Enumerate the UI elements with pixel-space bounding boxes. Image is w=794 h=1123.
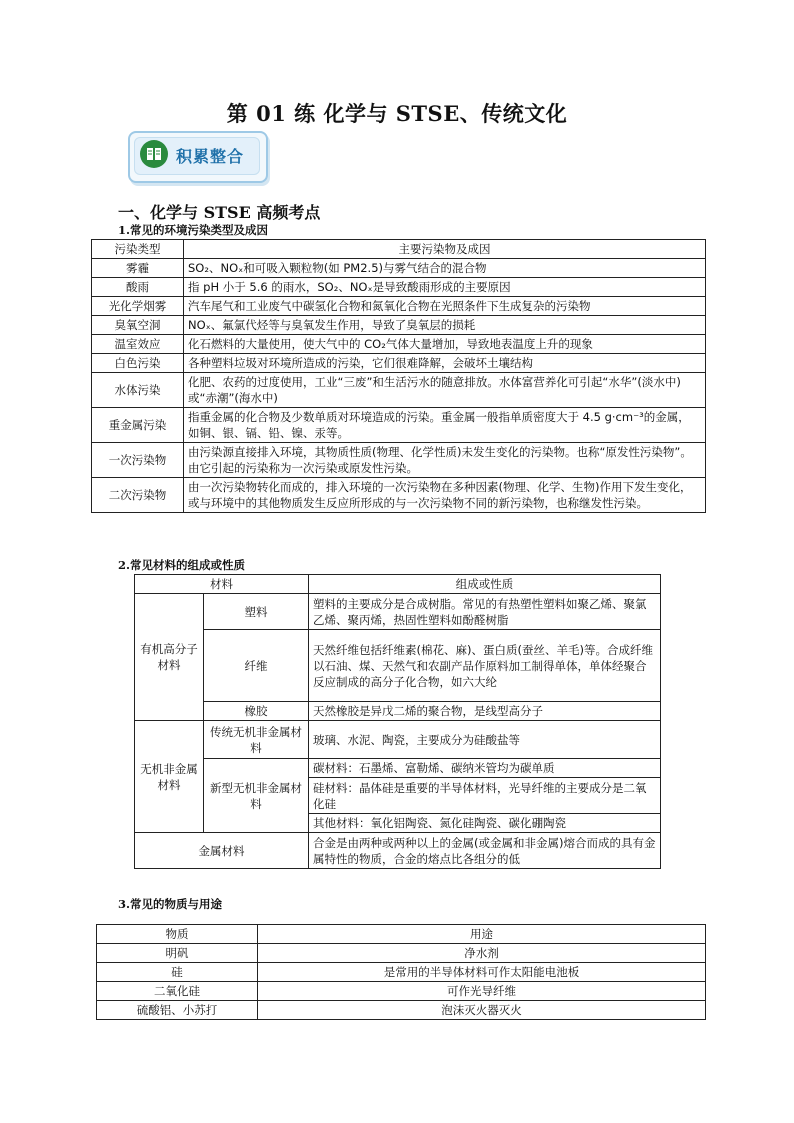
uses-table <box>96 924 706 1020</box>
table-row <box>92 408 706 443</box>
category-cell: 金属材料 <box>135 833 309 869</box>
pollution-cause: 由一次污染物转化而成的，排入环境的一次污染物在多种因素(物理、化学、生物)作用下发生变化，或与环境中的其他物质发生反应所形成的与一次污染物不同的新污染物，也称继发性污染。 <box>184 478 706 513</box>
pollution-type: 臭氧空洞 <box>92 316 184 335</box>
table-row <box>92 278 706 297</box>
substance-name: 二氧化硅 <box>97 982 258 1001</box>
table-row <box>97 1001 706 1020</box>
table-header: 主要污染物及成因 <box>184 240 706 259</box>
material-property: 硅材料：晶体硅是重要的半导体材料，光导纤维的主要成分是二氧化硅 <box>309 778 661 814</box>
pollution-cause: SO₂、NOₓ和可吸入颗粒物(如 PM2.5)与雾气结合的混合物 <box>184 259 706 278</box>
category-cell: 有机高分子材料 <box>135 594 204 721</box>
material-property: 合金是由两种或两种以上的金属(或金属和非金属)熔合而成的具有金属特性的物质，合金的熔点比各组分的低 <box>309 833 661 869</box>
pollution-type: 水体污染 <box>92 373 184 408</box>
pollution-type: 一次污染物 <box>92 443 184 478</box>
materials-table <box>134 574 661 869</box>
material-name: 传统无机非金属材料 <box>204 721 309 759</box>
substance-name: 硫酸铝、小苏打 <box>97 1001 258 1020</box>
material-property: 碳材料：石墨烯、富勒烯、碳纳米管均为碳单质 <box>309 759 661 778</box>
pollution-type: 酸雨 <box>92 278 184 297</box>
pollution-cause: 化肥、农药的过度使用，工业“三废”和生活污水的随意排放。水体富营养化可引起“水华”(淡水中)或“赤潮”(海水中) <box>184 373 706 408</box>
pollution-cause: 由污染源直接排入环境，其物质性质(物理、化学性质)未发生变化的污染物。也称“原发性污染物”。由它引起的污染称为一次污染或原发性污染。 <box>184 443 706 478</box>
pollution-type: 光化学烟雾 <box>92 297 184 316</box>
pollution-type: 白色污染 <box>92 354 184 373</box>
pollution-type: 重金属污染 <box>92 408 184 443</box>
material-name: 新型无机非金属材料 <box>204 759 309 833</box>
pollution-type: 雾霾 <box>92 259 184 278</box>
substance-use: 泡沫灭火器灭火 <box>258 1001 706 1020</box>
table-header: 物质 <box>97 925 258 944</box>
table-header-row <box>92 240 706 259</box>
substance-name: 明矾 <box>97 944 258 963</box>
badge-label: 积累整合 <box>176 147 245 166</box>
table-header: 材料 <box>135 575 309 594</box>
table-row <box>92 478 706 513</box>
page-title: 第 01 练 化学与 STSE、传统文化 <box>226 101 568 126</box>
material-property: 其他材料：氧化铝陶瓷、氮化硅陶瓷、碳化硼陶瓷 <box>309 814 661 833</box>
pollution-cause: 各种塑料垃圾对环境所造成的污染，它们很难降解，会破坏土壤结构 <box>184 354 706 373</box>
table-header: 用途 <box>258 925 706 944</box>
substance-name: 硅 <box>97 963 258 982</box>
material-property: 天然橡胶是异戊二烯的聚合物，是线型高分子 <box>309 702 661 721</box>
substance-use: 是常用的半导体材料可作太阳能电池板 <box>258 963 706 982</box>
table-row <box>92 373 706 408</box>
category-cell: 无机非金属材料 <box>135 721 204 833</box>
pollution-type: 二次污染物 <box>92 478 184 513</box>
table-row <box>92 443 706 478</box>
table-row <box>92 259 706 278</box>
table-row <box>92 297 706 316</box>
material-name: 纤维 <box>204 630 309 702</box>
substance-use: 可作光导纤维 <box>258 982 706 1001</box>
subheading-pollution: 1.常见的环境污染类型及成因 <box>118 223 269 237</box>
table-row <box>97 963 706 982</box>
section-heading: 一、化学与 STSE 高频考点 <box>118 203 321 222</box>
material-property: 玻璃、水泥、陶瓷，主要成分为硅酸盐等 <box>309 721 661 759</box>
pollution-cause: 指 pH 小于 5.6 的雨水，SO₂、NOₓ是导致酸雨形成的主要原因 <box>184 278 706 297</box>
table-row <box>92 354 706 373</box>
table-row <box>97 944 706 963</box>
book-icon <box>140 140 168 168</box>
material-property: 天然纤维包括纤维素(棉花、麻)、蛋白质(蚕丝、羊毛)等。合成纤维以石油、煤、天然气和农副产品作原料加工制得单体，单体经聚合反应制成的高分子化合物，如六大纶 <box>309 630 661 702</box>
material-name: 橡胶 <box>204 702 309 721</box>
pollution-cause: NOₓ、氟氯代烃等与臭氧发生作用，导致了臭氧层的损耗 <box>184 316 706 335</box>
pollution-cause: 化石燃料的大量使用，使大气中的 CO₂气体大量增加，导致地表温度上升的现象 <box>184 335 706 354</box>
pollution-table <box>91 239 706 513</box>
table-row <box>92 335 706 354</box>
subheading-materials: 2.常见材料的组成或性质 <box>118 558 246 572</box>
pollution-cause: 汽车尾气和工业废气中碳氢化合物和氮氧化合物在光照条件下生成复杂的污染物 <box>184 297 706 316</box>
table-header: 组成或性质 <box>309 575 661 594</box>
pollution-type: 温室效应 <box>92 335 184 354</box>
table-row <box>97 982 706 1001</box>
material-name: 塑料 <box>204 594 309 630</box>
material-property: 塑料的主要成分是合成树脂。常见的有热塑性塑料如聚乙烯、聚氯乙烯、聚丙烯，热固性塑料如酚醛树脂 <box>309 594 661 630</box>
table-header: 污染类型 <box>92 240 184 259</box>
pollution-cause: 指重金属的化合物及少数单质对环境造成的污染。重金属一般指单质密度大于 4.5 g·cm⁻³的金属，如铜、银、镉、铅、镍、汞等。 <box>184 408 706 443</box>
table-header-row <box>97 925 706 944</box>
table-row <box>92 316 706 335</box>
substance-use: 净水剂 <box>258 944 706 963</box>
section-badge <box>128 131 266 181</box>
subheading-uses: 3.常见的物质与用途 <box>118 897 223 911</box>
